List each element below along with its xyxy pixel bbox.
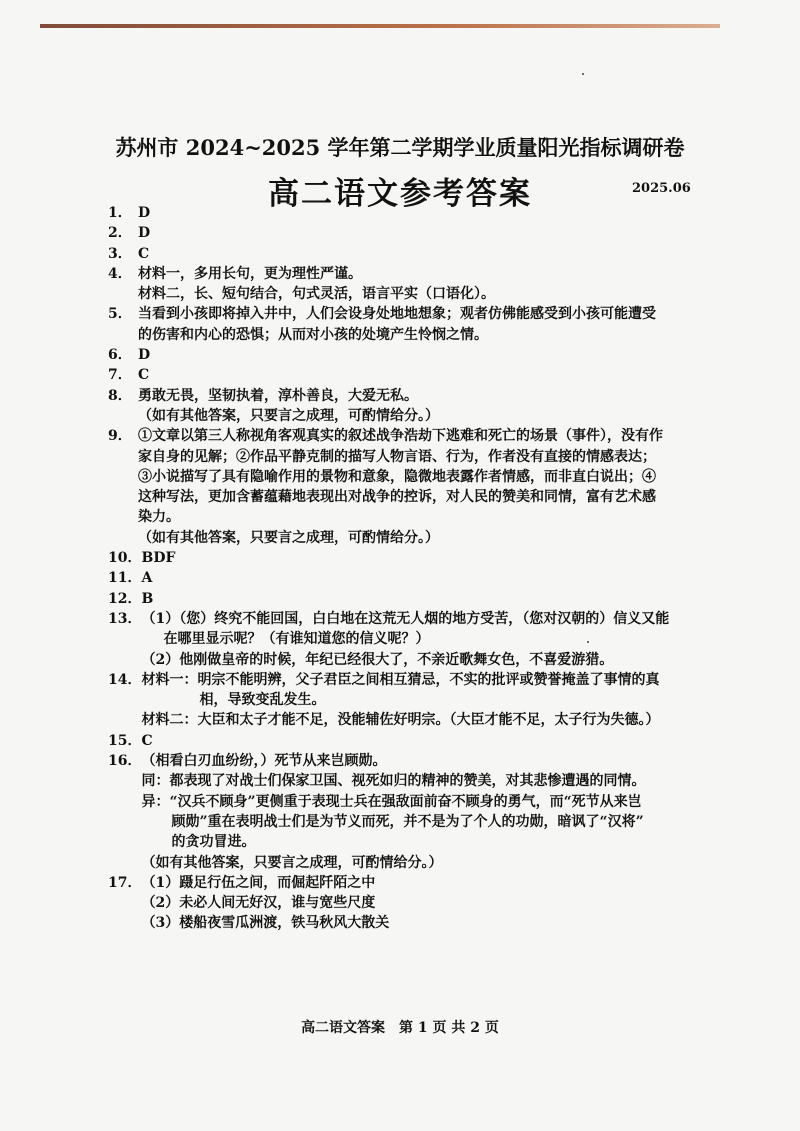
answer-line: 这种写法，更加含蓄蕴藉地表现出对战争的控诉，对人民的赞美和同情，富有艺术感 bbox=[138, 489, 656, 506]
answer-item bbox=[108, 203, 704, 223]
grading-note: （如有其他答案，只要言之成理，可酌情给分。） bbox=[138, 529, 439, 546]
answer-line: 相，导致变乱发生。 bbox=[199, 692, 326, 709]
answer-line: （1）（您）终究不能回国，白白地在这荒无人烟的地方受苦，（您对汉朝的）信义又能 bbox=[141, 610, 670, 627]
answer-text: D bbox=[138, 347, 151, 364]
question-number: 1． bbox=[108, 205, 132, 221]
answer-item bbox=[108, 426, 704, 548]
answer-line: 勇敢无畏，坚韧执着，淳朴善良，大爱无私。 bbox=[138, 387, 418, 404]
answer-line: 材料二，长、短句结合，句式灵活，语言平实（口语化）。 bbox=[138, 286, 495, 303]
answer-item bbox=[108, 670, 704, 731]
question-number: 17． bbox=[108, 874, 142, 891]
answer-line: 的贪功冒进。 bbox=[171, 834, 256, 851]
answer-item bbox=[108, 304, 704, 345]
answer-item bbox=[108, 568, 704, 588]
answer-text: BDF bbox=[141, 550, 176, 567]
answer-line: 家自身的见解；②作品平静克制的描写人物言语、行为，作者没有直接的情感表达； bbox=[138, 448, 656, 465]
scan-top-edge bbox=[40, 24, 720, 28]
grading-note: （如有其他答案，只要言之成理，可酌情给分。） bbox=[138, 407, 439, 424]
question-number: 14． bbox=[108, 671, 142, 688]
answer-line: （3）楼船夜雪瓜洲渡，铁马秋风大散关 bbox=[141, 915, 390, 932]
answer-item bbox=[108, 873, 704, 934]
answer-item bbox=[108, 548, 704, 568]
answer-text: C bbox=[138, 367, 150, 384]
answer-item bbox=[108, 731, 704, 751]
answer-text: D bbox=[138, 205, 151, 221]
answer-item bbox=[108, 223, 704, 243]
question-number: 15． bbox=[108, 732, 142, 749]
answer-item bbox=[108, 244, 704, 264]
answer-line: ③小说描写了具有隐喻作用的景物和意象，隐微地表露作者情感，而非直白说出；④ bbox=[138, 468, 656, 485]
answer-text: B bbox=[141, 590, 154, 607]
question-number: 8． bbox=[108, 387, 132, 404]
question-number: 10． bbox=[108, 550, 142, 567]
answer-item bbox=[108, 386, 704, 427]
page-title: 高二语文参考答案 bbox=[268, 176, 532, 212]
grading-note: （如有其他答案，只要言之成理，可酌情给分。） bbox=[141, 854, 443, 871]
answer-line: 顾勋”重在表明战士们是为节义而死，并不是为了个人的功勋，暗讽了“汉将” bbox=[171, 813, 644, 830]
question-number: 7． bbox=[108, 367, 132, 384]
answer-item bbox=[108, 264, 704, 305]
answer-line: 的伤害和内心的恐惧；从而对小孩的处境产生怜悯之情。 bbox=[138, 326, 488, 343]
answer-line: 同：都表现了对战士们保家卫国、视死如归的精神的赞美，对其悲惨遭遇的同情。 bbox=[141, 773, 646, 790]
answer-line: 在哪里显示呢？（有谁知道您的信义呢？） bbox=[163, 631, 430, 648]
question-number: 5． bbox=[108, 306, 132, 323]
answer-line: 异：“汉兵不顾身”更侧重于表现士兵在强敌面前奋不顾身的勇气，而“死节从来岂 bbox=[141, 793, 642, 810]
question-number: 4． bbox=[108, 265, 132, 282]
question-number: 12． bbox=[108, 590, 142, 607]
question-number: 13． bbox=[108, 610, 142, 627]
answer-text: C bbox=[138, 245, 150, 262]
answer-line: 材料一，多用长句，更为理性严谨。 bbox=[138, 265, 362, 282]
answer-text: D bbox=[138, 225, 151, 242]
answer-text: A bbox=[141, 570, 153, 587]
scan-speck bbox=[582, 73, 584, 75]
question-number: 2． bbox=[108, 225, 132, 242]
question-number: 16． bbox=[108, 753, 142, 770]
answer-line: 材料二：大臣和太子才能不足，没能辅佐好明宗。（大臣才能不足，太子行为失德。） bbox=[141, 712, 660, 729]
question-number: 3． bbox=[108, 245, 132, 262]
answer-line: 染力。 bbox=[138, 509, 180, 526]
answer-item bbox=[108, 365, 704, 385]
answer-item bbox=[108, 589, 704, 609]
answer-list bbox=[108, 203, 704, 934]
answer-line: （相看白刃血纷纷，）死节从来岂顾勋。 bbox=[141, 753, 387, 770]
question-number: 9． bbox=[108, 428, 132, 445]
answer-text: C bbox=[141, 732, 153, 749]
answer-item bbox=[108, 751, 704, 873]
answer-line: （2）未必人间无好汉，谁与宽些尺度 bbox=[141, 895, 376, 912]
answer-item bbox=[108, 345, 704, 365]
answer-line: ①文章以第三人称视角客观真实的叙述战争浩劫下逃难和死亡的场景（事件），没有作 bbox=[138, 428, 663, 445]
answer-line: （2）他刚做皇帝的时候，年纪已经很大了，不亲近歌舞女色，不喜爱游猎。 bbox=[141, 651, 614, 668]
exam-date: 2025.06 bbox=[632, 181, 691, 196]
answer-line: （1）蹑足行伍之间，而倔起阡陌之中 bbox=[141, 874, 376, 891]
answer-line: 材料一：明宗不能明辨，父子君臣之间相互猜忌，不实的批评或赞誉掩盖了事情的真 bbox=[141, 671, 660, 688]
question-number: 11． bbox=[108, 570, 142, 587]
answer-item bbox=[108, 609, 704, 670]
question-number: 6． bbox=[108, 347, 132, 364]
page-footer: 高二语文答案 第 1 页 共 2 页 bbox=[301, 1020, 499, 1036]
answer-line: 当看到小孩即将掉入井中，人们会设身处地地想象；观者仿佛能感受到小孩可能遭受 bbox=[138, 306, 656, 323]
exam-title: 苏州市 2024~2025 学年第二学期学业质量阳光指标调研卷 bbox=[115, 135, 685, 160]
